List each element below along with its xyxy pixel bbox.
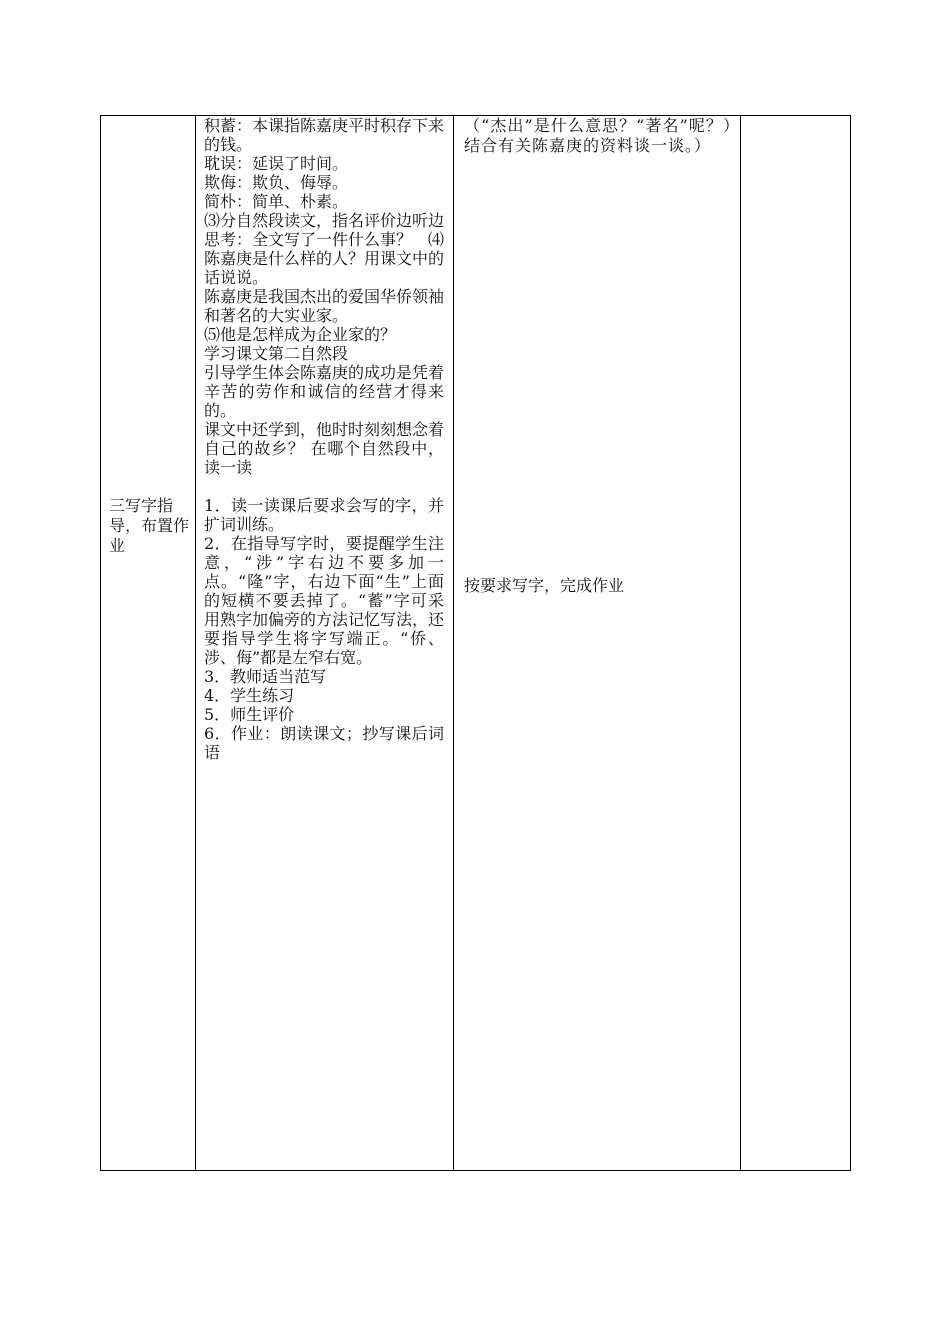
student-activity-cell [454,116,741,1171]
student-discussion-text: （“杰出”是什么意思？“著名”呢？）结合有关陈嘉庚的资料谈一谈。） [464,116,732,155]
notes-cell [741,116,851,1171]
teacher-line: ⑸他是怎样成为企业家的？ [204,325,397,344]
paragraph-gap [204,477,444,496]
writing-step: 5．师生评价 [204,705,295,724]
writing-step: 3．教师适当范写 [204,667,327,686]
teacher-activity-text [204,116,444,762]
student-writing-task: 按要求写字，完成作业 [464,576,625,595]
writing-step: 4．学生练习 [204,686,295,705]
teacher-line: 耽误：延误了时间。 [204,154,349,173]
stage-cell [101,116,196,1171]
stage-label: 三写字指导，布置作业 [109,496,190,555]
writing-step: 1．读一读课后要求会写的字，并扩词训练。 [204,496,444,534]
lesson-plan-table [100,115,851,1171]
teacher-line: 课文中还学到，他时时刻刻想念着自己的故乡？ 在哪个自然段中，读一读 [204,420,445,477]
table-row [101,116,851,1171]
teacher-line: 学习课文第二自然段 [204,344,349,363]
teacher-line: ⑶分自然段读文，指名评价边听边思考：全文写了一件什么事？ ⑷陈嘉庚是什么样的人？用课文中的话说说。 [204,211,445,287]
writing-step: 6．作业：朗读课文；抄写课后词语 [204,724,444,762]
teacher-line: 积蓄：本课指陈嘉庚平时积存下来的钱。 [204,116,445,154]
teacher-line: 引导学生体会陈嘉庚的成功是凭着辛苦的劳作和诚信的经营才得来的。 [204,363,445,420]
teacher-line: 简朴：简单、朴素。 [204,192,349,211]
notes-text [741,116,850,1170]
writing-step: 2．在指导写字时，要提醒学生注意，“涉”字右边不要多加一点。“隆”字，右边下面“生”上面的短横不要丢掉了。“蓄”字可采用熟字加偏旁的方法记忆写法，还要指导学生将字写端正。“侨、涉、侮”都是左窄右宽。 [204,534,445,667]
teacher-line: 陈嘉庚是我国杰出的爱国华侨领袖和著名的大实业家。 [204,287,445,325]
teacher-activity-cell [196,116,454,1171]
teacher-line: 欺侮：欺负、侮辱。 [204,173,349,192]
